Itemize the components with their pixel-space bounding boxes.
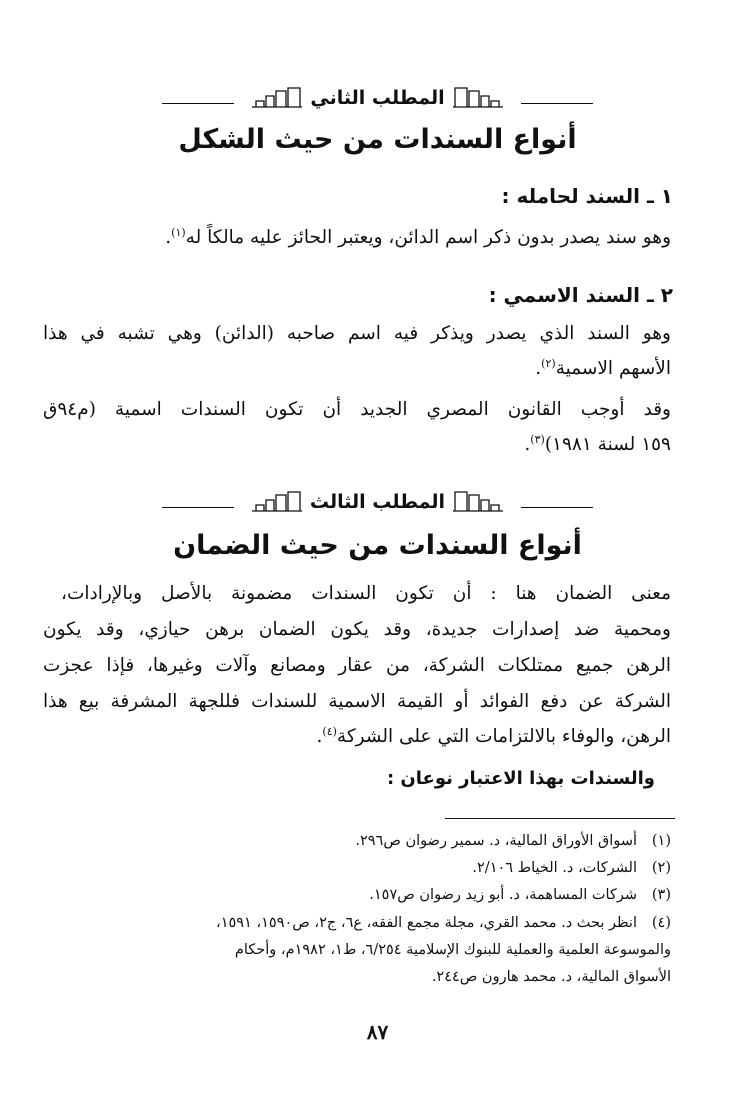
text-line: معنى الضمان هنا : أن تكون السندات مضمونة بالأصل وبالإرادات،	[61, 583, 671, 604]
section-label: المطلب الثاني	[310, 87, 445, 109]
text-line: وهو السند الذي يصدر ويذكر فيه اسم صاحبه (الدائن) وهي تشبه في هذا	[43, 323, 671, 344]
text-line: وهو سند يصدر بدون ذكر اسم الدائن، ويعتبر الحائز عليه مالكاً له$^{(١)}$.	[165, 226, 671, 249]
footnote-ref: (٢)	[541, 357, 556, 370]
text-line: ١٥٩ لسنة ١٩٨١)$^{(٣)}$.	[524, 433, 671, 456]
stair-ornament-icon	[252, 87, 302, 109]
footnote-rule	[445, 818, 675, 819]
types-line: والسندات بهذا الاعتبار نوعان :	[386, 768, 655, 789]
footnote-ref: (١)	[171, 226, 186, 239]
item-title: ١ ـ السند لحامله :	[501, 184, 673, 208]
footnote-number: (١)	[651, 833, 671, 849]
item-title: ٢ ـ السند الاسمي :	[488, 283, 673, 307]
stair-ornament-icon	[252, 491, 302, 513]
footnote-ref: (٣)	[530, 433, 545, 446]
footnote-number: (٣)	[651, 887, 671, 903]
stair-ornament-icon	[453, 87, 503, 109]
text-line: وقد أوجب القانون المصري الجديد أن تكون السندات اسمية (م٩٤ق	[43, 399, 671, 420]
footnote-number: (٤)	[651, 915, 671, 931]
header-rule-left	[162, 507, 234, 508]
footnote-continuation: والموسوعة العلمية والعملية للبنوك الإسلامية ٦/٢٥٤، ط١، ١٩٨٢م، وأحكام	[234, 942, 671, 958]
text-line: الرهن، والوفاء بالالتزامات التي على الشركة$^{(٤)}$.	[316, 725, 671, 748]
footnote: (١)أسواق الأوراق المالية، د. سمير رضوان ص٢٩٦.	[355, 833, 671, 849]
text-line: ومحمية ضد إصدارات جديدة، وقد يكون الضمان برهن حيازي، وقد يكون	[43, 619, 671, 640]
text-line: الشركة عن دفع الفوائد أو القيمة الاسمية للسندات فللجهة المشرفة بيع هذا	[43, 691, 671, 712]
header-rule-right	[521, 103, 593, 104]
footnote-ref: (٤)	[322, 725, 337, 738]
footnote: (٣)شركات المساهمة، د. أبو زيد رضوان ص١٥٧.	[369, 887, 671, 903]
text-line: الأسهم الاسمية$^{(٢)}$.	[535, 357, 671, 380]
page-number: ٨٧	[366, 1020, 389, 1044]
section-header-3	[0, 486, 755, 518]
section-header-2	[0, 82, 755, 114]
section-heading: أنواع السندات من حيث الشكل	[178, 124, 577, 155]
footnote-continuation: الأسواق المالية، د. محمد هارون ص٢٤٤.	[431, 969, 671, 985]
footnote: (٤)انظر بحث د. محمد القري، مجلة مجمع الفقه، ع٦، ج٢، ص١٥٩٠، ١٥٩١،	[216, 915, 671, 931]
stair-ornament-icon	[453, 491, 503, 513]
header-rule-right	[521, 507, 593, 508]
section-heading: أنواع السندات من حيث الضمان	[173, 530, 582, 561]
section-label: المطلب الثالث	[309, 491, 446, 513]
footnote: (٢)الشركات، د. الخياط ٢/١٠٦.	[472, 860, 671, 876]
footnote-number: (٢)	[651, 860, 671, 876]
text-line: الرهن جميع ممتلكات الشركة، من عقار ومصانع وآلات وغيرها، فإذا عجزت	[43, 655, 671, 676]
header-rule-left	[162, 103, 234, 104]
